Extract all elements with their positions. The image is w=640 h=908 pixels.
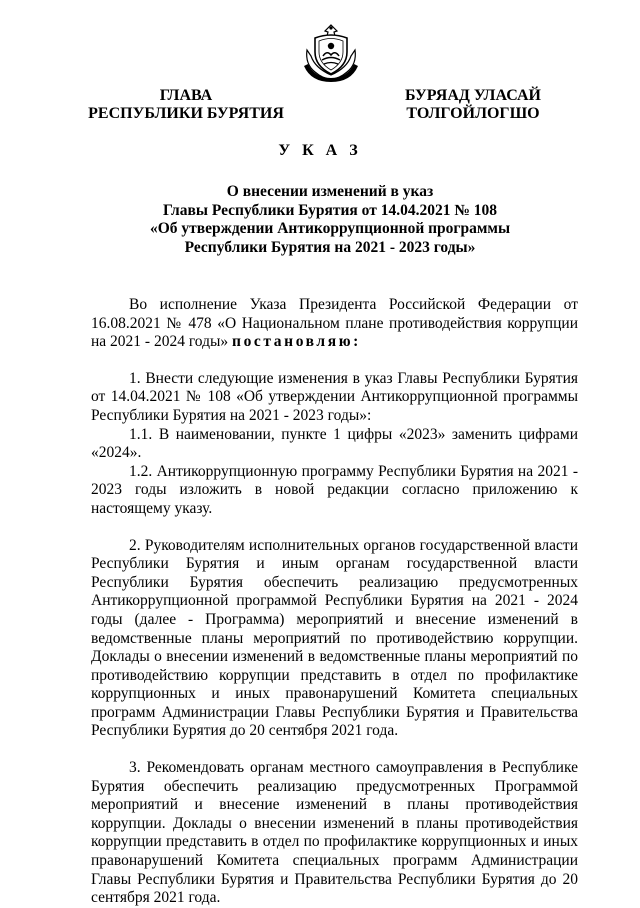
- header-right: [388, 87, 558, 123]
- paragraph-item-3: 3. Рекомендовать органам местного самоуправления в Республике Бурятия обеспечить реализацию предусмотренных Программой мероприятий и внесение изменений в планы противодействия коррупции. Доклады о внесении изменений в планы противодействия коррупции представить в отдел по профилактике коррупционных и иных правонарушений Комитета специальных программ Администрации Главы Республики Бурятия и Правительства Республики Бурятия до 20 сентября 2021 года.: [91, 759, 578, 907]
- title-line: Республики Бурятия на 2021 - 2023 годы»: [184, 238, 476, 256]
- header-left: [88, 87, 284, 123]
- decree-word: постановляю:: [232, 333, 361, 351]
- header-left-line1: ГЛАВА: [159, 87, 213, 104]
- title-line: Главы Республики Бурятия от 14.04.2021 № 108: [162, 201, 498, 219]
- paragraph-item-1: 1. Внести следующие изменения в указ Главы Республики Бурятия от 14.04.2021 № 108 «Об утверждении Антикоррупционной программы Республики Бурятия на 2021 - 2023 годы»:: [91, 369, 578, 424]
- header-left-line2: РЕСПУБЛИКИ БУРЯТИЯ: [88, 105, 284, 122]
- document-body: [91, 296, 578, 908]
- header-right-line2: ТОЛГОЙЛОГШО: [406, 105, 540, 122]
- preamble-text: Во исполнение Указа Президента Российской Федерации от 16.08.2021 № 478 «О Национальном плане противодействия коррупции на 2021 - 2024 годы»: [91, 296, 578, 351]
- paragraph-item-1-2: 1.2. Антикоррупционную программу Республики Бурятия на 2021 - 2023 годы изложить в новой редакции согласно приложению к настоящему указу.: [91, 462, 578, 517]
- preamble-paragraph: [91, 296, 578, 352]
- header-right-line1: БУРЯАД УЛАСАЙ: [405, 87, 541, 104]
- document-type: У К А З: [278, 142, 362, 159]
- document-title: [100, 183, 560, 257]
- paragraph-item-1-1: 1.1. В наименовании, пункте 1 цифры «2023» заменить цифрами «2024».: [91, 425, 578, 462]
- title-line: «Об утверждении Антикоррупционной программы: [149, 220, 511, 237]
- paragraph-item-2: 2. Руководителям исполнительных органов государственной власти Республики Бурятия и иным органам государственной власти Республики Бурятия обеспечить реализацию предусмотренных Антикоррупционной программой Республики Бурятия на 2021 - 2024 годы (далее - Программа) мероприятий и внесение изменений в ведомственные планы мероприятий по противодействию коррупции. Доклады о внесении изменений в ведомственные планы мероприятий по противодействию коррупции представить в отдел по профилактике коррупционных и иных правонарушений Комитета специальных программ Администрации Главы Республики Бурятия и Правительства Республики Бурятия до 20 сентября 2021 года.: [91, 536, 578, 740]
- title-line: О внесении изменений в указ: [226, 183, 434, 200]
- coat-of-arms-icon: [301, 22, 361, 82]
